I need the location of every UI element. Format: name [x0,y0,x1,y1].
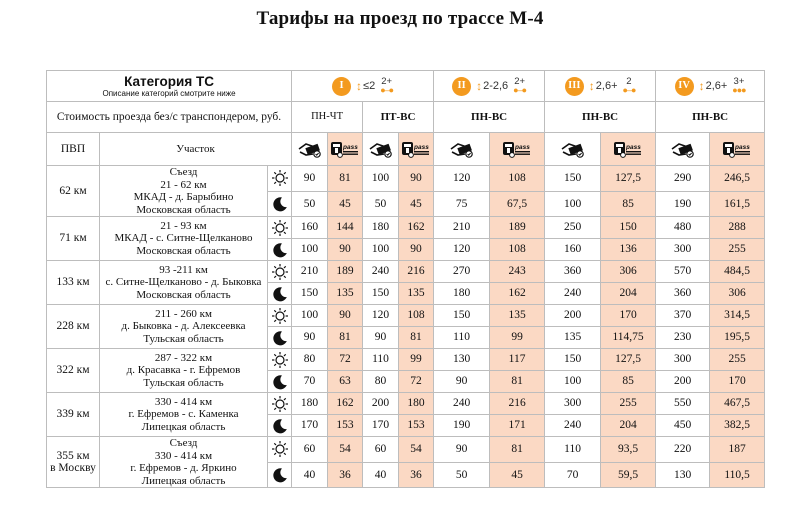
category-ii-header [434,71,545,102]
price-cash-cell: 360 [656,283,710,305]
day-tariff-cell [268,393,292,415]
price-transponder-cell: 114,75 [601,327,656,349]
price-cash-cell: 130 [656,462,710,488]
section-cell: 211 - 260 км д. Быковка - д. Алексеевка Тульская область [100,305,268,349]
price-cash-cell: 120 [434,166,490,192]
price-cash-cell: 90 [292,166,328,192]
price-transponder-cell: 90 [328,239,363,261]
price-transponder-cell: 162 [399,217,434,239]
transponder-column-header [710,133,765,166]
day-tariff-cell [268,437,292,463]
moon-icon [272,330,288,346]
price-transponder-cell: 85 [601,371,656,393]
price-transponder-cell: 187 [710,437,765,463]
price-cash-cell: 230 [656,327,710,349]
price-cash-cell: 180 [363,217,399,239]
price-transponder-cell: 162 [490,283,545,305]
day-tariff-cell [268,166,292,192]
price-transponder-cell: 153 [328,415,363,437]
category-badge: III [565,77,584,96]
pvp-cell: 62 км [47,166,100,217]
pvp-cell: 228 км [47,305,100,349]
cash-hand-icon [670,140,696,158]
price-transponder-cell: 135 [328,283,363,305]
height-arrow-icon: ↕ [698,78,705,93]
height-limit: ↕ 2-2,6 [476,78,509,93]
price-cash-cell: 100 [292,305,328,327]
price-cash-cell: 150 [545,166,601,192]
price-transponder-cell: 306 [710,283,765,305]
sun-icon [271,395,289,413]
category-iii-header [545,71,656,102]
section-header: Участок [100,133,292,166]
night-tariff-cell [268,191,292,217]
price-cash-cell: 240 [545,415,601,437]
price-cash-cell: 180 [292,393,328,415]
price-transponder-cell: 288 [710,217,765,239]
transponder-column-header [490,133,545,166]
price-cash-cell: 100 [545,191,601,217]
price-transponder-cell: 135 [490,305,545,327]
section-cell: 21 - 93 км МКАД - с. Ситне-Щелканово Московская область [100,217,268,261]
price-cash-cell: 90 [292,327,328,349]
price-cash-cell: 450 [656,415,710,437]
table-row [47,217,765,239]
price-cash-cell: 70 [292,371,328,393]
price-transponder-cell: 216 [490,393,545,415]
night-tariff-cell [268,462,292,488]
price-transponder-cell: 36 [328,462,363,488]
day-tariff-cell [268,349,292,371]
price-cash-cell: 90 [363,327,399,349]
price-transponder-cell: 108 [490,166,545,192]
axle-count: 2 ●‒● [622,76,636,95]
price-transponder-cell: 135 [399,283,434,305]
night-tariff-cell [268,327,292,349]
price-cash-cell: 190 [434,415,490,437]
days-group-cat2: ПН-ВС [434,102,545,133]
days-group-cat4: ПН-ВС [656,102,765,133]
section-cell: 330 - 414 км г. Ефремов - с. Каменка Липецкая область [100,393,268,437]
moon-icon [272,467,288,483]
days-group-fri-sun: ПТ-ВС [363,102,434,133]
category-badge: II [452,77,471,96]
price-transponder-cell: 246,5 [710,166,765,192]
price-cash-cell: 250 [545,217,601,239]
price-cash-cell: 100 [363,239,399,261]
price-transponder-cell: 110,5 [710,462,765,488]
day-tariff-cell [268,217,292,239]
price-cash-cell: 270 [434,261,490,283]
price-transponder-cell: 99 [399,349,434,371]
height-arrow-icon: ↕ [588,78,595,93]
price-transponder-cell: 484,5 [710,261,765,283]
category-badge: I [332,77,351,96]
price-transponder-cell: 59,5 [601,462,656,488]
svg-text:pass: pass [735,144,750,151]
price-transponder-cell: 72 [399,371,434,393]
cash-column-header [434,133,490,166]
price-transponder-cell: 467,5 [710,393,765,415]
price-cash-cell: 40 [363,462,399,488]
cash-hand-icon [449,140,475,158]
price-transponder-cell: 162 [328,393,363,415]
axle-icon: ●●● [732,85,746,95]
pvp-cell: 71 км [47,217,100,261]
height-limit: ↕ 2,6+ [698,78,728,93]
price-cash-cell: 370 [656,305,710,327]
price-cash-cell: 170 [292,415,328,437]
price-cash-cell: 120 [434,239,490,261]
price-transponder-cell: 72 [328,349,363,371]
height-arrow-icon: ↕ [476,78,483,93]
price-cash-cell: 150 [545,349,601,371]
price-cash-cell: 40 [292,462,328,488]
header-row-payment [47,133,765,166]
night-tariff-cell [268,283,292,305]
price-transponder-cell: 90 [399,166,434,192]
pvp-cell: 322 км [47,349,100,393]
day-tariff-cell [268,305,292,327]
moon-icon [272,242,288,258]
price-cash-cell: 550 [656,393,710,415]
price-cash-cell: 300 [545,393,601,415]
table-row [47,166,765,192]
price-cash-cell: 150 [292,283,328,305]
pvp-header: ПВП [47,133,100,166]
transponder-pass-icon [502,140,532,158]
price-transponder-cell: 144 [328,217,363,239]
price-cash-cell: 100 [363,166,399,192]
transponder-column-header [328,133,363,166]
price-transponder-cell: 161,5 [710,191,765,217]
price-transponder-cell: 99 [490,327,545,349]
price-transponder-cell: 67,5 [490,191,545,217]
price-transponder-cell: 153 [399,415,434,437]
cash-hand-icon [297,140,323,158]
moon-icon [272,196,288,212]
price-cash-cell: 240 [363,261,399,283]
price-cash-cell: 75 [434,191,490,217]
moon-icon [272,418,288,434]
price-transponder-cell: 127,5 [601,166,656,192]
price-cash-cell: 290 [656,166,710,192]
category-header-cell [47,71,292,102]
price-transponder-cell: 170 [710,371,765,393]
price-cash-cell: 50 [363,191,399,217]
price-cash-cell: 160 [292,217,328,239]
price-transponder-cell: 255 [710,239,765,261]
price-transponder-cell: 45 [399,191,434,217]
price-cash-cell: 120 [363,305,399,327]
price-transponder-cell: 45 [490,462,545,488]
price-cash-cell: 90 [434,371,490,393]
svg-text:pass: pass [515,144,530,151]
category-iv-header [656,71,765,102]
price-cash-cell: 210 [292,261,328,283]
price-cash-cell: 210 [434,217,490,239]
price-transponder-cell: 45 [328,191,363,217]
price-cash-cell: 110 [545,437,601,463]
price-cash-cell: 300 [656,349,710,371]
cash-hand-icon [560,140,586,158]
section-cell: 287 - 322 км д. Красавка - г. Ефремов Тульская область [100,349,268,393]
sun-icon [271,169,289,187]
axle-count: 2+ ●‒● [513,76,527,95]
price-cash-cell: 60 [292,437,328,463]
price-cash-cell: 200 [545,305,601,327]
transponder-pass-icon [401,140,431,158]
price-transponder-cell: 171 [490,415,545,437]
price-transponder-cell: 81 [490,371,545,393]
axle-icon: ●‒● [513,85,527,95]
transponder-column-header [399,133,434,166]
table-row [47,261,765,283]
price-cash-cell: 160 [545,239,601,261]
days-group-mon-thu: ПН-ЧТ [292,102,363,133]
price-transponder-cell: 150 [601,217,656,239]
price-cash-cell: 100 [545,371,601,393]
section-cell: Съезд 21 - 62 км МКАД - д. Барыбино Московская область [100,166,268,217]
price-transponder-cell: 189 [490,217,545,239]
moon-icon [272,374,288,390]
height-arrow-icon: ↕ [356,78,363,93]
price-transponder-cell: 204 [601,283,656,305]
night-tariff-cell [268,371,292,393]
price-cash-cell: 170 [363,415,399,437]
price-transponder-cell: 93,5 [601,437,656,463]
price-transponder-cell: 136 [601,239,656,261]
price-transponder-cell: 81 [328,327,363,349]
cash-column-header [363,133,399,166]
category-note: Описание категорий смотрите ниже [102,89,236,98]
price-cash-cell: 80 [292,349,328,371]
header-row-days [47,102,765,133]
sun-icon [271,219,289,237]
pvp-cell: 133 км [47,261,100,305]
category-i-header [292,71,434,102]
svg-text:pass: pass [414,144,429,151]
cash-column-header [545,133,601,166]
price-transponder-cell: 54 [399,437,434,463]
price-cash-cell: 135 [545,327,601,349]
price-cash-cell: 150 [434,305,490,327]
price-transponder-cell: 117 [490,349,545,371]
category-title: Категория ТС [124,74,214,89]
table-row [47,349,765,371]
cash-column-header [292,133,328,166]
price-transponder-cell: 63 [328,371,363,393]
price-transponder-cell: 81 [328,166,363,192]
price-cash-cell: 200 [363,393,399,415]
category-badge: IV [675,77,694,96]
transponder-pass-icon [722,140,752,158]
axle-icon: ●‒● [380,85,394,95]
price-cash-cell: 360 [545,261,601,283]
price-transponder-cell: 314,5 [710,305,765,327]
price-transponder-cell: 54 [328,437,363,463]
header-row-category [47,71,765,102]
table-row [47,305,765,327]
price-cash-cell: 60 [363,437,399,463]
price-transponder-cell: 306 [601,261,656,283]
price-cash-cell: 240 [545,283,601,305]
price-transponder-cell: 108 [490,239,545,261]
section-cell: Съезд 330 - 414 км г. Ефремов - д. Яркино Липецкая область [100,437,268,488]
cost-label: Стоимость проезда без/с транспондером, руб. [47,102,292,133]
transponder-column-header [601,133,656,166]
price-cash-cell: 80 [363,371,399,393]
price-cash-cell: 70 [545,462,601,488]
price-transponder-cell: 170 [601,305,656,327]
transponder-pass-icon [613,140,643,158]
price-transponder-cell: 81 [490,437,545,463]
pvp-cell: 339 км [47,393,100,437]
price-cash-cell: 570 [656,261,710,283]
section-cell: 93 -211 км с. Ситне-Щелканово - д. Быковка Московская область [100,261,268,305]
axle-count: 3+ ●●● [732,76,746,95]
transponder-pass-icon [330,140,360,158]
night-tariff-cell [268,415,292,437]
price-transponder-cell: 36 [399,462,434,488]
pvp-cell: 355 км в Москву [47,437,100,488]
svg-text:pass: pass [626,144,641,151]
days-group-cat3: ПН-ВС [545,102,656,133]
price-cash-cell: 90 [434,437,490,463]
price-transponder-cell: 243 [490,261,545,283]
night-tariff-cell [268,239,292,261]
price-transponder-cell: 108 [399,305,434,327]
price-transponder-cell: 81 [399,327,434,349]
sun-icon [271,351,289,369]
table-row [47,437,765,463]
price-transponder-cell: 204 [601,415,656,437]
price-cash-cell: 480 [656,217,710,239]
cash-hand-icon [368,140,394,158]
height-limit: ↕ ≤2 [356,78,376,93]
price-transponder-cell: 216 [399,261,434,283]
moon-icon [272,286,288,302]
price-cash-cell: 240 [434,393,490,415]
axle-icon: ●‒● [622,85,636,95]
price-transponder-cell: 180 [399,393,434,415]
price-cash-cell: 100 [292,239,328,261]
price-transponder-cell: 189 [328,261,363,283]
price-cash-cell: 190 [656,191,710,217]
tariff-table [46,70,765,488]
price-cash-cell: 50 [292,191,328,217]
price-transponder-cell: 195,5 [710,327,765,349]
table-row [47,393,765,415]
sun-icon [271,440,289,458]
page-title: Тарифы на проезд по трассе М-4 [256,8,544,29]
price-cash-cell: 110 [434,327,490,349]
price-cash-cell: 300 [656,239,710,261]
price-cash-cell: 180 [434,283,490,305]
height-limit: ↕ 2,6+ [588,78,618,93]
price-transponder-cell: 382,5 [710,415,765,437]
price-transponder-cell: 85 [601,191,656,217]
sun-icon [271,263,289,281]
price-transponder-cell: 255 [710,349,765,371]
price-transponder-cell: 255 [601,393,656,415]
price-cash-cell: 50 [434,462,490,488]
price-transponder-cell: 90 [399,239,434,261]
price-cash-cell: 220 [656,437,710,463]
price-cash-cell: 110 [363,349,399,371]
price-cash-cell: 130 [434,349,490,371]
price-transponder-cell: 90 [328,305,363,327]
axle-count: 2+ ●‒● [380,76,394,95]
price-cash-cell: 150 [363,283,399,305]
day-tariff-cell [268,261,292,283]
price-transponder-cell: 127,5 [601,349,656,371]
price-cash-cell: 200 [656,371,710,393]
cash-column-header [656,133,710,166]
svg-text:pass: pass [343,144,358,151]
sun-icon [271,307,289,325]
